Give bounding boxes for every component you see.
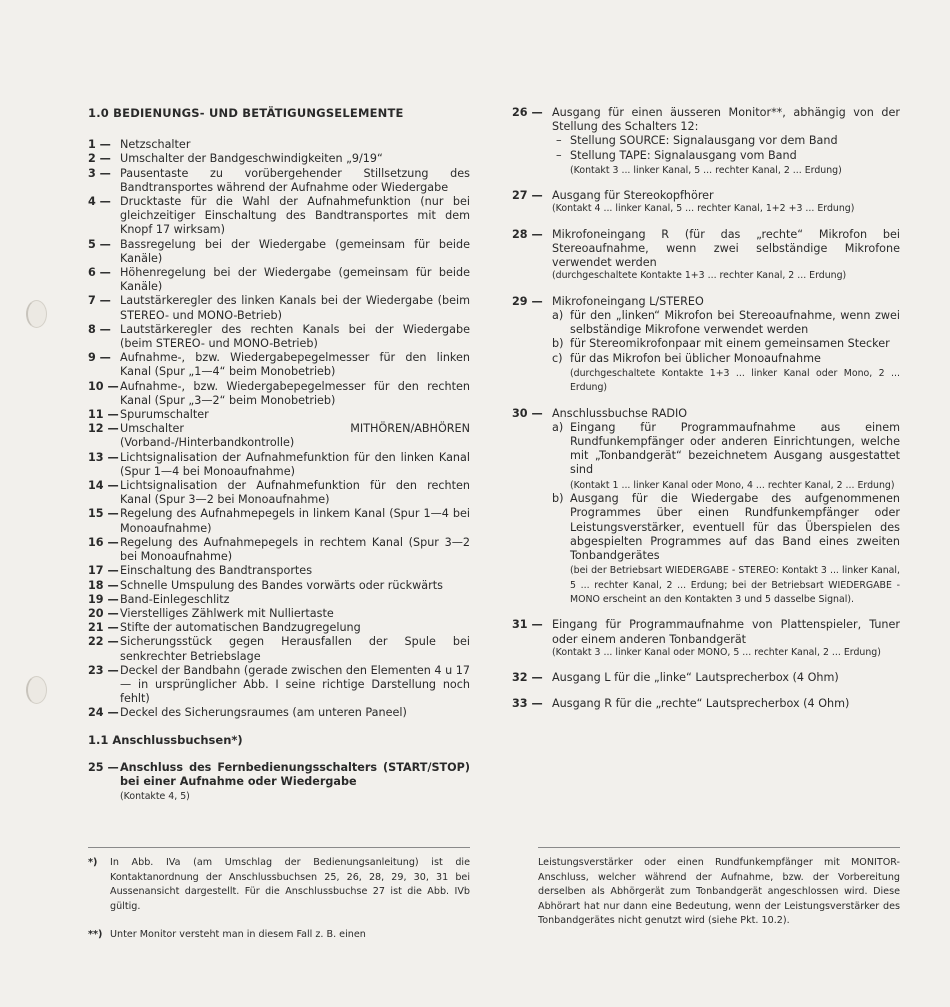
- dash-label: –: [556, 148, 562, 162]
- list-item-8: [88, 323, 470, 351]
- item-text: Schnelle Umspulung des Bandes vorwärts oder rückwärts: [120, 578, 443, 592]
- footnote-divider-left: [88, 847, 470, 848]
- item-number: 23 —: [88, 663, 119, 677]
- list-item-2: [88, 152, 470, 166]
- sub-item-tape: Stellung TAPE: Signalausgang vom Band: [570, 148, 797, 162]
- list-item-5: [88, 238, 470, 266]
- footnote-mark: **): [88, 929, 103, 941]
- footnote-2: [88, 928, 470, 943]
- sub-label-b: b): [552, 337, 564, 351]
- item-text: Deckel der Bandbahn (gerade zwischen den Elementen 4 u 17 — in ursprünglicher Abb. I seine richtige Darstellung noch fehlt): [120, 663, 470, 706]
- item-note: (bei der Betriebsart WIEDERGABE - STEREO: Kontakt 3 ... linker Kanal, 5 ... rechter Kanal, 2 ... Erdung; bei der Betriebsart WIEDERGABE - MONO erscheint an den Kontakten 3 und 5 dasselbe Signal).: [570, 565, 900, 605]
- list-item-1: [88, 138, 470, 152]
- footnote-mark: *): [88, 857, 98, 868]
- list-item-32: [512, 671, 900, 685]
- list-item-3: [88, 167, 470, 195]
- item-number: 7 —: [88, 294, 111, 308]
- item-number: 25 —: [88, 760, 119, 774]
- list-item-20: [88, 607, 470, 621]
- item-number: 29 —: [512, 294, 543, 308]
- list-item-22: [88, 635, 470, 663]
- item-number: 22 —: [88, 635, 119, 649]
- right-column: [512, 106, 900, 724]
- sub-label-a: a): [552, 420, 564, 434]
- list-item-10: [88, 380, 470, 408]
- sub-item-a: Eingang für Programmaufnahme aus einem Rundfunkempfänger oder anderen Einrichtungen, welche mit „Tonbandgerät“ bezeichnetem Ausgang ausgestattet sind: [570, 420, 900, 477]
- item-number: 21 —: [88, 621, 119, 635]
- item-number: 33 —: [512, 697, 543, 711]
- section-heading-1-0: 1.0 BEDIENUNGS- UND BETÄTIGUNGSELEMENTE: [88, 106, 404, 120]
- list-item-14: [88, 479, 470, 507]
- list-item-11: [88, 408, 470, 422]
- item-note: (Kontakt 3 ... linker Kanal, 5 ... rechter Kanal, 2 ... Erdung): [570, 164, 842, 176]
- list-item-12: [88, 422, 470, 450]
- item-number: 19 —: [88, 592, 119, 606]
- left-column: [88, 106, 470, 804]
- item-number: 31 —: [512, 618, 543, 632]
- list-item-15: [88, 507, 470, 535]
- item-text: Regelung des Aufnahmepegels in linkem Kanal (Spur 1—4 bei Monoaufnahme): [120, 507, 470, 535]
- footnote-text: In Abb. IVa (am Umschlag der Bedienungsanleitung) ist die Kontaktanordnung der Anschlussbuchsen 25, 26, 28, 29, 30, 31 bei Aussenansicht dargestellt. Für die Anschlussbuchse 27 ist die Abb. IVb gültig.: [110, 857, 470, 912]
- list-item-30: [512, 407, 900, 607]
- dash-label: –: [556, 134, 562, 148]
- item-text: Lautstärkeregler des rechten Kanals bei der Wiedergabe (beim STEREO- und MONO-Betrieb): [120, 322, 470, 351]
- item-number: 4 —: [88, 195, 111, 209]
- sub-label-a: a): [552, 309, 564, 323]
- item-text: Spurumschalter: [120, 408, 209, 422]
- item-text: Ausgang für Stereokopfhörer: [552, 189, 714, 203]
- list-item-21: [88, 621, 470, 635]
- item-note: (Kontakte 4, 5): [120, 791, 190, 803]
- item-number: 18 —: [88, 578, 119, 592]
- item-number: 11 —: [88, 408, 119, 422]
- list-item-25: [88, 761, 470, 804]
- list-item-31: [512, 618, 900, 659]
- list-item-6: [88, 266, 470, 294]
- list-item-24: [88, 706, 470, 720]
- item-number: 27 —: [512, 189, 543, 203]
- list-item-4: [88, 195, 470, 238]
- item-text: Stifte der automatischen Bandzugregelung: [120, 621, 361, 635]
- list-item-13: [88, 451, 470, 479]
- item-number: 13 —: [88, 450, 119, 464]
- list-item-28: [512, 228, 900, 283]
- item-text: Ausgang R für die „rechte“ Lautsprecherbox (4 Ohm): [552, 697, 850, 711]
- item-text: Vierstelliges Zählwerk mit Nulliertaste: [120, 606, 334, 620]
- sub-label-b: b): [552, 492, 564, 506]
- item-text: Ausgang L für die „linke“ Lautsprecherbox (4 Ohm): [552, 671, 839, 685]
- item-text: Lautstärkeregler des linken Kanals bei der Wiedergabe (beim STEREO- und MONO-Betrieb): [120, 294, 470, 322]
- item-number: 3 —: [88, 166, 111, 180]
- list-item-19: [88, 593, 470, 607]
- item-number: 26 —: [512, 106, 543, 119]
- item-number: 10 —: [88, 379, 119, 393]
- list-item-33: [512, 697, 900, 711]
- binder-hole-bottom: [26, 676, 47, 704]
- item-number: 14 —: [88, 479, 119, 493]
- controls-list: [88, 138, 470, 720]
- item-number: 8 —: [88, 322, 111, 336]
- list-item-16: [88, 536, 470, 564]
- sub-item-c: für das Mikrofon bei üblicher Monoaufnahme: [570, 351, 821, 365]
- item-text: Band-Einlegeschlitz: [120, 592, 230, 606]
- item-text: Anschlussbuchse RADIO: [552, 406, 688, 420]
- item-number: 24 —: [88, 706, 119, 720]
- list-item-26: [512, 106, 900, 177]
- item-text: Aufnahme-, bzw. Wiedergabepegelmesser für den rechten Kanal (Spur „3—2“ beim Monobetrieb): [120, 379, 470, 407]
- list-item-9: [88, 351, 470, 379]
- item-number: 17 —: [88, 564, 119, 578]
- item-number: 2 —: [88, 152, 111, 166]
- item-text: Lichtsignalisation der Aufnahmefunktion für den rechten Kanal (Spur 3—2 bei Monoaufnahme): [120, 479, 470, 507]
- item-number: 12 —: [88, 422, 119, 436]
- item-note: (durchgeschaltete Kontakte 1+3 ... linker Kanal oder Mono, 2 ... Erdung): [570, 367, 900, 394]
- list-item-18: [88, 579, 470, 593]
- item-text: Einschaltung des Bandtransportes: [120, 564, 313, 578]
- list-item-17: [88, 564, 470, 578]
- item-text: Pausentaste zu vorübergehender Stillsetzung des Bandtransportes während der Aufnahme oder Wiedergabe: [120, 166, 470, 194]
- item-text: Eingang für Programmaufnahme von Plattenspieler, Tuner oder einem anderen Tonbandgerät: [552, 618, 900, 646]
- footnote-1: [88, 856, 470, 914]
- item-number: 1 —: [88, 138, 111, 152]
- item-number: 28 —: [512, 227, 543, 241]
- section-heading-1-1: 1.1 Anschlussbuchsen*): [88, 732, 243, 747]
- item-text: Umschalter der Bandgeschwindigkeiten „9/19“: [120, 152, 383, 166]
- sub-item-b: für Stereomikrofonpaar mit einem gemeinsamen Stecker: [570, 337, 890, 351]
- item-number: 16 —: [88, 535, 119, 549]
- item-text: Höhenregelung bei der Wiedergabe (gemeinsam für beide Kanäle): [120, 266, 470, 294]
- list-item-27: [512, 189, 900, 216]
- item-text: Sicherungsstück gegen Herausfallen der Spule bei senkrechter Betriebslage: [120, 635, 470, 663]
- item-text: Aufnahme-, bzw. Wiedergabepegelmesser für den linken Kanal (Spur „1—4“ beim Monobetrieb): [120, 351, 470, 379]
- item-number: 32 —: [512, 671, 543, 685]
- footnote-divider-right: [538, 847, 900, 848]
- footnote-text: Unter Monitor versteht man in diesem Fall z. B. einen: [110, 929, 366, 941]
- item-text: Mikrofoneingang R (für das „rechte“ Mikrofon bei Stereoaufnahme, wenn zwei selbständige Mikrofone verwendet werden: [552, 227, 900, 270]
- item-note: (Kontakt 3 ... linker Kanal oder MONO, 5 ... rechter Kanal, 2 ... Erdung): [552, 646, 881, 658]
- item-number: 5 —: [88, 237, 111, 251]
- item-note: (durchgeschaltete Kontakte 1+3 ... rechter Kanal, 2 ... Erdung): [552, 270, 847, 282]
- sub-label-c: c): [552, 351, 563, 365]
- item-text: Bassregelung bei der Wiedergabe (gemeinsam für beide Kanäle): [120, 237, 470, 265]
- item-note: (Kontakt 4 ... linker Kanal, 5 ... rechter Kanal, 1+2 +3 ... Erdung): [552, 203, 855, 215]
- list-item-7: [88, 294, 470, 322]
- item-text: Umschalter MITHÖREN/ABHÖREN (Vorband-/Hinterbandkontrolle): [120, 422, 470, 450]
- item-text: Drucktaste für die Wahl der Aufnahmefunktion (nur bei gleichzeitiger Einschaltung des Bandtransportes mit dem Knopf 17 wirksam): [120, 195, 470, 237]
- list-item-29: [512, 295, 900, 395]
- footnotes-left: [88, 856, 470, 943]
- footnote-2-continued: Leistungsverstärker oder einen Rundfunkempfänger mit MONITOR-Anschluss, welcher während der Aufnahme, bzw. der Vorbereitung derselben als Abhörgerät zum Tonbandgerät angeschlossen wird. Diese Abhörart hat nur dann eine Bedeutung, wenn der Leistungsverstärker des Tonbandgerätes nicht genutzt wird (siehe Pkt. 10.2).: [538, 857, 900, 927]
- item-text: Mikrofoneingang L/STEREO: [552, 294, 704, 308]
- item-text: Lichtsignalisation der Aufnahmefunktion für den linken Kanal (Spur 1—4 bei Monoaufnahme): [120, 450, 470, 478]
- item-text: Anschluss des Fernbedienungsschalters (START/STOP) bei einer Aufnahme oder Wiedergabe: [120, 760, 470, 788]
- item-number: 20 —: [88, 606, 119, 620]
- item-text: Deckel des Sicherungsraumes (am unteren Paneel): [120, 706, 407, 720]
- item-number: 9 —: [88, 351, 111, 365]
- item-number: 6 —: [88, 266, 111, 280]
- list-item-23: [88, 664, 470, 707]
- item-text: Netzschalter: [120, 138, 191, 152]
- item-text: Regelung des Aufnahmepegels in rechtem Kanal (Spur 3—2 bei Monoaufnahme): [120, 535, 470, 564]
- item-note: (Kontakt 1 ... linker Kanal oder Mono, 4 ... rechter Kanal, 2 ... Erdung): [570, 479, 895, 491]
- sub-item-a: für den „linken“ Mikrofon bei Stereoaufnahme, wenn zwei selbständige Mikrofone verwendet werden: [570, 309, 900, 337]
- item-number: 30 —: [512, 406, 543, 420]
- item-number: 15 —: [88, 507, 119, 521]
- sub-item-source: Stellung SOURCE: Signalausgang vor dem Band: [570, 134, 838, 148]
- item-text: Ausgang für einen äusseren Monitor**, abhängig von der Stellung des Schalters 12:: [552, 106, 900, 134]
- binder-hole-top: [26, 300, 47, 328]
- sub-item-b: Ausgang für die Wiedergabe des aufgenommenen Programmes über einen Rundfunkempfänger oder Leistungsverstärker, eventuell für das Überspielen des abgespielten Programmes auf das Band eines zweiten Tonbandgerätes: [570, 492, 900, 562]
